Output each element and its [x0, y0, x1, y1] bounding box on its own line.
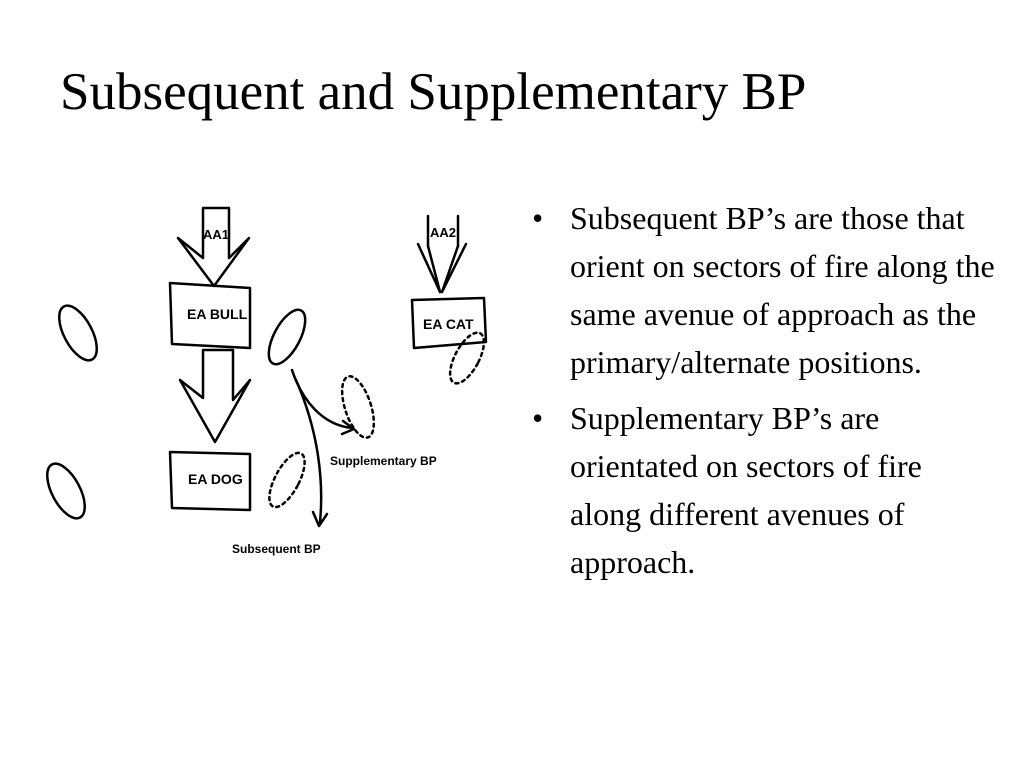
aa1-approach-arrow [178, 208, 249, 286]
subsequent-bp-ellipse [262, 448, 311, 512]
bullet-marker: • [532, 200, 544, 236]
bull-to-dog-arrow [180, 350, 250, 442]
primary-bp-ellipse [52, 300, 105, 366]
bullet-text: Subsequent BP’s are those that orient on sectors of fire along the same avenue of approach as the primary/alternate positions. [570, 200, 995, 380]
bp-ellipse-center [261, 304, 312, 369]
supplementary-bp-label: Supplementary BP [330, 454, 437, 468]
subsequent-bp-label: Subsequent BP [232, 542, 321, 556]
ea-cat-bp-ellipse [443, 328, 490, 389]
ea-dog-label: EA DOG [188, 471, 243, 487]
alternate-bp-ellipse [40, 458, 93, 524]
ea-bull-label: EA BULL [187, 306, 248, 322]
aa2-label: AA2 [430, 225, 457, 240]
aa1-label: AA1 [203, 227, 230, 242]
supplementary-bp-ellipse [336, 373, 381, 442]
bullet-list [530, 194, 1000, 594]
slide-title: Subsequent and Supplementary BP [60, 63, 807, 121]
bullet-item-supplementary [530, 394, 1000, 586]
battle-position-diagram [0, 180, 520, 600]
bullet-marker: • [532, 400, 544, 436]
bullet-item-subsequent [530, 194, 1000, 386]
ea-cat-label: EA CAT [423, 316, 474, 332]
bullet-text: Supplementary BP’s are orientated on sectors of fire along different avenues of approach. [570, 400, 922, 580]
